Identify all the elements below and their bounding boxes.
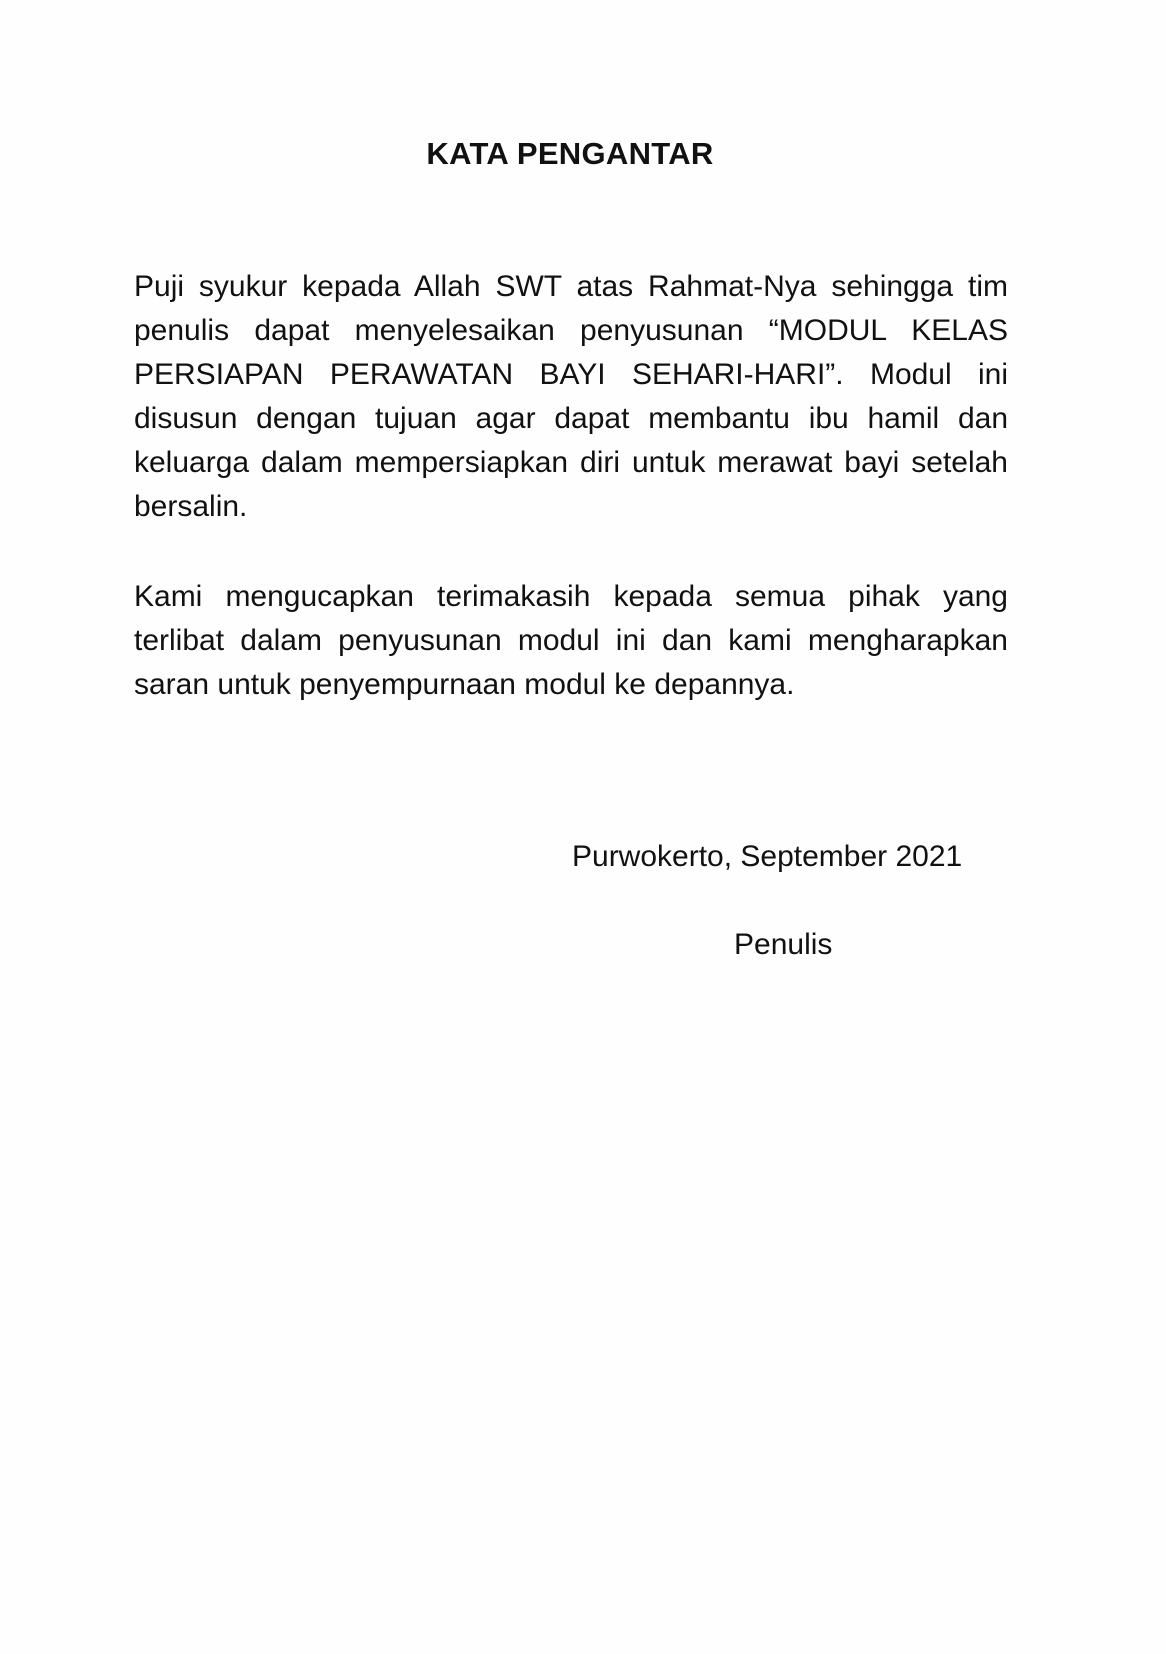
page-title: KATA PENGANTAR [426, 136, 714, 171]
author-signature: Penulis [734, 928, 833, 961]
paragraph-intro: Puji syukur kepada Allah SWT atas Rahmat-Nya sehingga tim penulis dapat menyelesaikan penyusunan “MODUL KELAS PERSIAPAN PERAWATAN BAYI SEHARI-HARI”. Modul ini disusun dengan tujuan agar dapat membantu ibu hamil dan keluarga dalam mempersiapkan diri untuk merawat bayi setelah bersalin. [134, 270, 1008, 523]
paragraph-thanks: Kami mengucapkan terimakasih kepada semua pihak yang terlibat dalam penyusunan modul ini dan kami mengharapkan saran untuk penyempurnaan modul ke depannya. [134, 580, 1008, 701]
place-date: Purwokerto, September 2021 [572, 840, 963, 873]
